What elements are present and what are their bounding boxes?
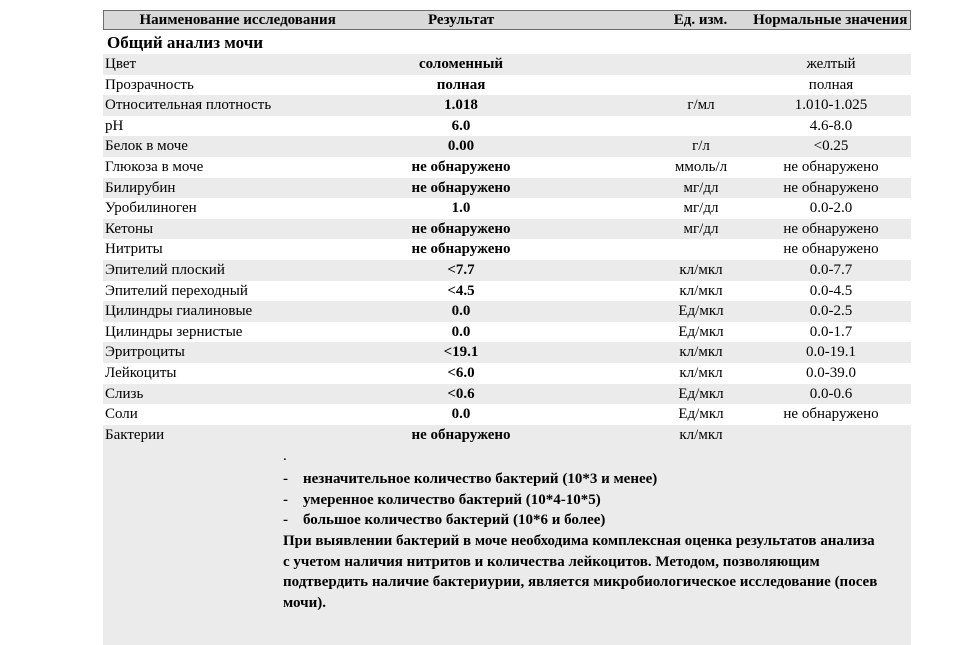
table-row	[103, 425, 911, 446]
header-name: Наименование исследования	[139, 12, 336, 28]
cell-name: pH	[105, 117, 124, 134]
cell-result: 0.0	[451, 323, 471, 340]
table-row	[103, 384, 911, 405]
cell-result: соломенный	[418, 56, 504, 72]
cell-result: 0.0	[451, 406, 471, 423]
cell-norm: <0.25	[813, 138, 849, 155]
cell-unit: Ед/мкл	[678, 303, 724, 320]
cell-result: <19.1	[443, 344, 479, 361]
cell-name: Цилиндры зернистые	[105, 323, 243, 340]
cell-spacer	[551, 404, 651, 425]
cell-result: <4.5	[447, 282, 475, 299]
cell-unit: Ед/мкл	[678, 323, 724, 340]
cell-spacer	[551, 157, 651, 178]
cell-spacer	[551, 219, 651, 240]
cell-norm: 0.0-19.1	[806, 344, 856, 361]
cell-norm	[751, 425, 911, 446]
cell-result: не обнаружено	[411, 220, 511, 237]
cell-name: Прозрачность	[105, 76, 194, 93]
cell-spacer	[551, 342, 651, 363]
cell-spacer	[551, 54, 651, 75]
cell-result: 6.0	[451, 117, 471, 134]
table-row	[103, 281, 911, 302]
cell-name: Соли	[105, 406, 138, 423]
cell-result: не обнаружено	[411, 158, 511, 175]
cell-norm: желтый	[806, 56, 856, 72]
cell-spacer	[551, 281, 651, 302]
cell-spacer	[551, 116, 651, 137]
header-unit: Ед. изм.	[673, 12, 728, 28]
cell-unit: Ед/мкл	[678, 406, 724, 423]
note-paragraph: При выявлении бактерий в моче необходима комплексная оценка результатов анализа с учетом наличия нитритов и количества лейкоцитов. Методом, позволяющим подтвердить наличие бактериурии, является микробиологическое исследование (посев мочи).	[283, 533, 878, 611]
cell-spacer	[551, 260, 651, 281]
cell-norm: 4.6-8.0	[809, 117, 853, 134]
cell-name: Эритроциты	[105, 344, 185, 361]
cell-unit: кл/мкл	[679, 261, 723, 278]
bacteria-note	[103, 445, 911, 645]
note-dash: -	[283, 512, 288, 529]
cell-norm: 1.010-1.025	[794, 97, 868, 114]
table-row	[103, 157, 911, 178]
cell-norm: 0.0-4.5	[809, 282, 853, 299]
cell-name: Кетоны	[105, 220, 154, 237]
cell-name: Глюкоза в моче	[105, 158, 204, 175]
cell-spacer	[551, 198, 651, 219]
note-dot: .	[283, 448, 287, 465]
cell-norm: 0.0-39.0	[806, 364, 856, 381]
cell-name: Билирубин	[105, 179, 176, 196]
cell-result: 0.0	[451, 303, 471, 320]
cell-unit	[651, 54, 751, 75]
cell-unit: кл/мкл	[679, 426, 723, 443]
header-spacer	[551, 11, 651, 29]
cell-spacer	[551, 178, 651, 199]
table-row	[103, 322, 911, 343]
cell-norm: 0.0-0.6	[809, 385, 853, 402]
table-row	[103, 404, 911, 425]
cell-name: Лейкоциты	[105, 364, 177, 381]
cell-norm: 0.0-2.0	[809, 200, 853, 217]
cell-unit	[651, 116, 751, 137]
cell-norm: 0.0-7.7	[809, 261, 853, 278]
cell-norm: 0.0-1.7	[809, 323, 853, 340]
cell-result: <0.6	[447, 385, 475, 402]
note-item-text: незначительное количество бактерий (10*3 и менее)	[303, 471, 658, 488]
cell-name: Бактерии	[105, 426, 165, 443]
cell-spacer	[551, 363, 651, 384]
cell-norm: не обнаружено	[783, 406, 879, 423]
cell-name: Цилиндры гиалиновые	[105, 303, 253, 320]
cell-result: <6.0	[447, 364, 475, 381]
cell-name: Эпителий переходный	[105, 282, 248, 299]
section-title: Общий анализ мочи	[107, 33, 264, 52]
table-row	[103, 301, 911, 322]
cell-norm: не обнаружено	[783, 241, 879, 258]
table-row	[103, 363, 911, 384]
table-row	[103, 116, 911, 137]
cell-result: 1.018	[444, 97, 478, 114]
cell-name: Относительная плотность	[105, 97, 272, 114]
table-body	[103, 54, 911, 445]
note-item-text: большое количество бактерий (10*6 и более)	[303, 512, 606, 529]
cell-norm: полная	[808, 76, 854, 93]
note-item	[283, 490, 911, 511]
cell-result: полная	[436, 76, 486, 93]
cell-unit: кл/мкл	[679, 282, 723, 299]
cell-unit: кл/мкл	[679, 344, 723, 361]
note-item-text: умеренное количество бактерий (10*4-10*5)	[303, 491, 601, 508]
table-row	[103, 178, 911, 199]
cell-norm: не обнаружено	[783, 179, 879, 196]
cell-result: не обнаружено	[411, 426, 511, 443]
table-row	[103, 198, 911, 219]
cell-spacer	[551, 75, 651, 96]
note-item	[283, 510, 911, 531]
cell-spacer	[551, 384, 651, 405]
table-row	[103, 219, 911, 240]
cell-unit	[651, 75, 751, 96]
cell-unit: ммоль/л	[674, 158, 728, 175]
header-result: Результат	[427, 12, 495, 28]
cell-result: 0.00	[447, 138, 475, 155]
cell-unit: Ед/мкл	[678, 385, 724, 402]
cell-result: не обнаружено	[411, 179, 511, 196]
cell-unit: кл/мкл	[679, 364, 723, 381]
cell-name: Белок в моче	[105, 138, 188, 155]
cell-norm: не обнаружено	[783, 158, 879, 175]
note-dash: -	[283, 491, 288, 508]
cell-name: Нитриты	[105, 241, 163, 258]
table-header	[103, 10, 911, 30]
table-row	[103, 239, 911, 260]
cell-unit: мг/дл	[683, 179, 719, 196]
table-row	[103, 260, 911, 281]
cell-spacer	[551, 95, 651, 116]
table-row	[103, 136, 911, 157]
cell-unit: г/мл	[687, 97, 715, 114]
header-norm: Нормальные значения	[753, 12, 908, 28]
cell-spacer	[551, 322, 651, 343]
cell-norm: 0.0-2.5	[809, 303, 853, 320]
table-row	[103, 75, 911, 96]
cell-unit: мг/дл	[683, 200, 719, 217]
note-dash: -	[283, 471, 288, 488]
cell-name: Уробилиноген	[105, 200, 197, 217]
cell-result: <7.7	[447, 261, 475, 278]
table-row	[103, 342, 911, 363]
cell-result: 1.0	[451, 200, 471, 217]
cell-spacer	[551, 239, 651, 260]
cell-name: Цвет	[105, 56, 137, 72]
cell-name: Эпителий плоский	[105, 261, 225, 278]
table-row	[103, 95, 911, 116]
cell-unit	[651, 239, 751, 260]
cell-name: Слизь	[105, 385, 144, 402]
cell-spacer	[551, 136, 651, 157]
cell-unit: г/л	[692, 138, 710, 155]
cell-spacer	[551, 425, 651, 446]
table-row	[103, 54, 911, 75]
cell-result: не обнаружено	[411, 241, 511, 258]
results-table	[103, 10, 911, 645]
cell-unit: мг/дл	[683, 220, 719, 237]
cell-spacer	[551, 301, 651, 322]
note-item	[283, 469, 911, 490]
cell-norm: не обнаружено	[783, 220, 879, 237]
